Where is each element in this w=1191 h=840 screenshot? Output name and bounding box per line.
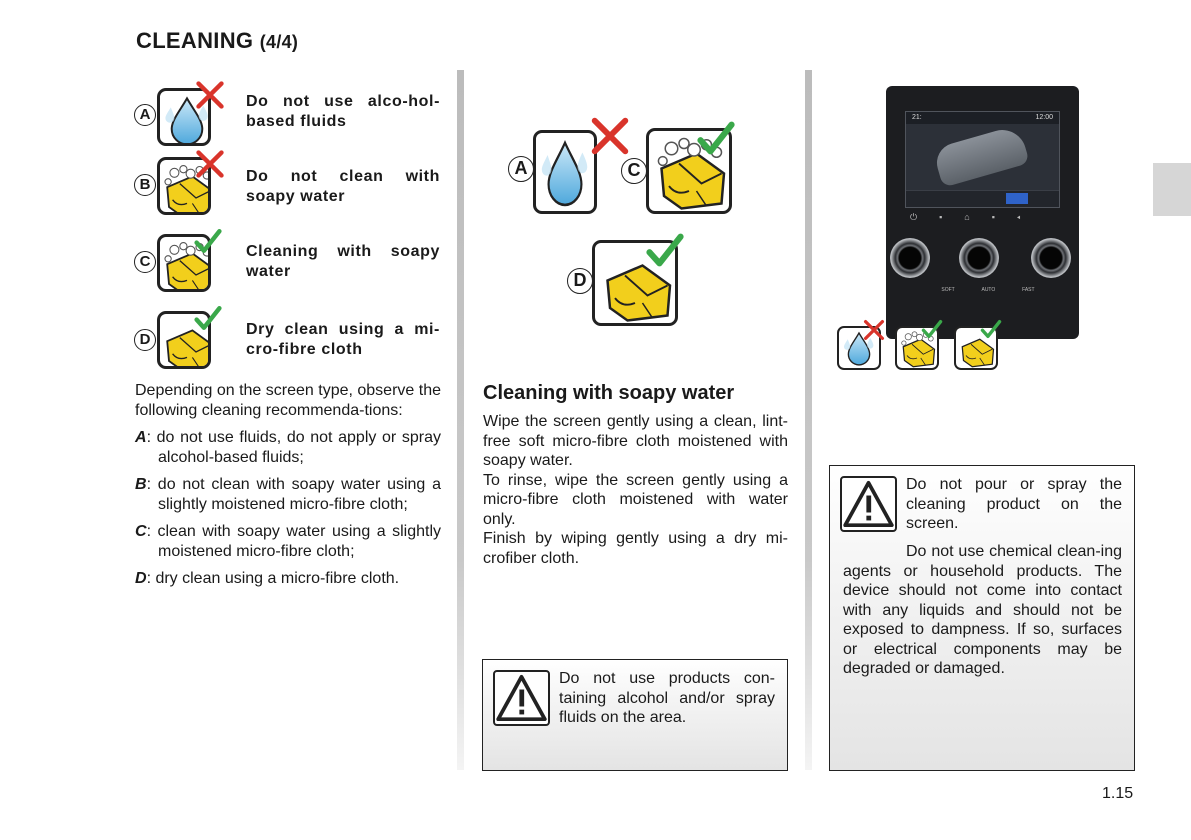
screen-status-bar bbox=[906, 112, 1059, 124]
intro-paragraph: Depending on the screen type, observe the following cleaning recommenda-tions: bbox=[135, 382, 441, 419]
recommendation-key: D bbox=[135, 570, 147, 587]
chapter-tab bbox=[1153, 163, 1191, 216]
screen-left-text: 21: bbox=[912, 114, 922, 121]
badge-d: D bbox=[134, 329, 156, 351]
label-c: Cleaning with soapy water bbox=[246, 243, 440, 280]
recommendation-text: : clean with soapy water using a slightly moistened micro-fibre cloth; bbox=[146, 523, 441, 560]
console-mode-labels bbox=[928, 287, 1048, 297]
allowed-check-icon bbox=[980, 319, 1002, 339]
icon-d bbox=[565, 228, 695, 328]
console-knob-right bbox=[1031, 238, 1071, 278]
badge-c: C bbox=[134, 251, 156, 273]
recommendation-key: A bbox=[135, 429, 147, 446]
paragraph: Wipe the screen gently using a clean, lint-free soft micro-fibre cloth moistened with soapy water. bbox=[483, 413, 788, 469]
paragraph: Finish by wiping gently using a dry mi-crofiber cloth. bbox=[483, 530, 788, 567]
section-heading: Cleaning with soapy water bbox=[483, 382, 735, 404]
badge-a: A bbox=[508, 156, 534, 182]
badge-a: A bbox=[134, 104, 156, 126]
label-b: Do not clean with soapy water bbox=[246, 168, 440, 205]
recommendation-c bbox=[135, 522, 441, 561]
mode-fast: FAST bbox=[1022, 287, 1035, 293]
paragraph: To rinse, wipe the screen gently using a micro-fibre cloth moistened with water only. bbox=[483, 471, 788, 528]
warning-box bbox=[829, 465, 1135, 771]
warning-box bbox=[482, 659, 788, 771]
allowed-check-icon bbox=[193, 305, 223, 331]
screen-time: 12:00 bbox=[1035, 114, 1053, 121]
warning-text: Do not use chemical clean-ing agents or household products. The device should not come into contact with any liquids and should not be exposed to dampness. If so, surfaces or electrical components may be degraded or damaged. bbox=[843, 543, 1122, 677]
recommendation-text: : do not clean with soapy water using a slightly moistened micro-fibre cloth; bbox=[146, 476, 441, 513]
allowed-check-icon bbox=[921, 319, 943, 339]
mode-auto: AUTO bbox=[981, 287, 996, 293]
warning-text: Do not use products con-taining alcohol and/or spray fluids on the area. bbox=[559, 670, 775, 726]
title-part: (4/4) bbox=[259, 32, 299, 52]
recommendation-text: : dry clean using a micro-fibre cloth. bbox=[146, 570, 400, 587]
badge-d: D bbox=[567, 268, 593, 294]
car-image bbox=[932, 124, 1030, 187]
badge-c: C bbox=[621, 158, 647, 184]
recommendation-d bbox=[135, 569, 441, 589]
icons-a-c bbox=[506, 116, 756, 226]
recommendation-key: C bbox=[135, 523, 147, 540]
recommendation-b bbox=[135, 475, 441, 514]
warning-text: Do not pour or spray the cleaning product on the screen. bbox=[906, 476, 1122, 532]
page-title bbox=[136, 28, 298, 54]
page-number: 1.15 bbox=[1102, 785, 1134, 802]
forbidden-cross-icon bbox=[195, 149, 225, 179]
screen-active-tab bbox=[1006, 193, 1028, 204]
label-d: Dry clean using a mi-cro-fibre cloth bbox=[246, 321, 440, 358]
column-separator bbox=[805, 70, 812, 770]
icon-c-soapy-water bbox=[133, 228, 223, 298]
allowed-check-icon bbox=[645, 232, 685, 268]
forbidden-cross-icon bbox=[863, 319, 885, 341]
warning-icon bbox=[840, 476, 897, 532]
recommendation-key: B bbox=[135, 476, 147, 493]
icon-a-no-alcohol bbox=[133, 80, 223, 150]
recommendations-text bbox=[135, 381, 441, 589]
icon-d-dry-cloth bbox=[133, 305, 223, 375]
column-separator bbox=[457, 70, 464, 770]
allowed-check-icon bbox=[696, 120, 736, 156]
forbidden-cross-icon bbox=[195, 80, 225, 110]
forbidden-cross-icon bbox=[590, 116, 630, 156]
section-body bbox=[483, 412, 788, 568]
recommendation-a bbox=[135, 428, 441, 467]
console-knob-center bbox=[959, 238, 999, 278]
badge-b: B bbox=[134, 174, 156, 196]
mode-soft: SOFT bbox=[941, 287, 955, 293]
console-icon-row: ⏻▪⌂▪◂ bbox=[910, 212, 1043, 222]
screen-nav-bar bbox=[906, 190, 1059, 207]
title-main: CLEANING bbox=[136, 28, 254, 53]
label-a: Do not use alco-hol-based fluids bbox=[246, 93, 440, 130]
allowed-check-icon bbox=[193, 228, 223, 254]
water-drop-icon bbox=[533, 130, 597, 214]
small-icon-row bbox=[835, 318, 1020, 374]
console-knob-left bbox=[890, 238, 930, 278]
recommendation-text: : do not use fluids, do not apply or spray alcohol-based fluids; bbox=[146, 429, 441, 466]
icon-b-no-soapy-water bbox=[133, 153, 223, 223]
multimedia-screen bbox=[905, 111, 1060, 208]
warning-icon bbox=[493, 670, 550, 726]
